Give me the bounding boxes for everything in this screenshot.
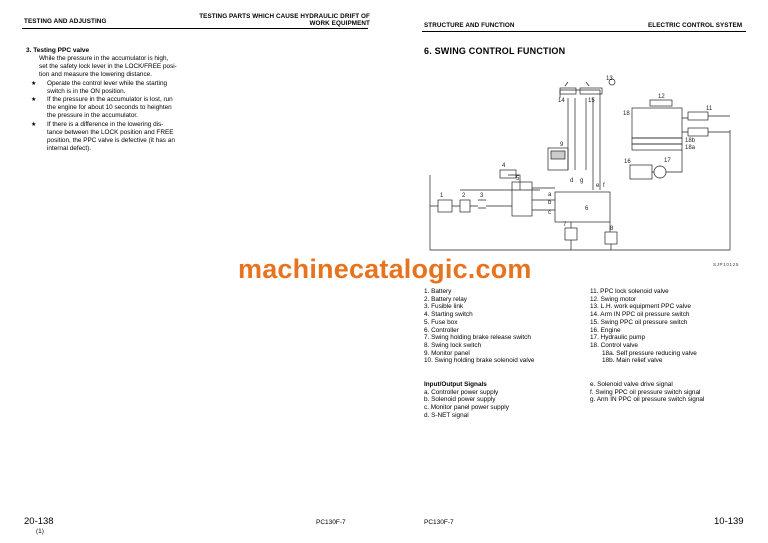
label-11: 11 [706,106,713,112]
right-header-left: STRUCTURE AND FUNCTION [424,22,515,29]
signal-d: d [570,178,574,184]
list-item: a. Controller power supply [424,388,499,396]
list-item: b. Solenoid power supply [424,396,496,404]
label-12: 12 [658,94,665,100]
label-4: 4 [502,163,506,169]
main-relief-valve-18b [632,138,682,144]
label-14: 14 [558,98,565,104]
list-item: 6. Controller [424,326,459,334]
brake-solenoid-10 [688,128,708,136]
watermark: machinecatalogic.com [238,254,532,284]
section-body: While the pressure in the accumulator is high, set the safety lock lever in the LOCK/FREE posi- tion and measure the lowering distance. ★ Operate the control lever while the starting switch is in the ON position. ★ If the pressure in the accumulator is lost, run the engine for about 10 seconds to heighten the pressure in the accumulator. ★ If there is a difference in the lowering dis- tance between the LOCK position and FREE position, the PPC valve is defective (it has an internal defect). [39,55,239,153]
list-item: 14. Arm IN PPC oil pressure switch [590,311,690,319]
battery-relay-2 [460,200,470,212]
signal-wires [568,98,600,190]
left-header-left: TESTING AND ADJUSTING [24,18,107,25]
list-item: f. Swing PPC oil pressure switch signal [590,388,701,396]
left-page-number: 20-138 [24,516,54,527]
list-item: 7. Swing holding brake release switch [424,334,531,342]
list-item: 4. Starting switch [424,311,473,319]
right-page-number: 10-139 [714,516,744,527]
figure-id: SJP10125 [713,262,739,267]
bullet-2: ★ If the pressure in the accumulator is lost, run the engine for about 10 seconds to heighten the pressure in the accumulator. [31,96,173,120]
label-18: 18 [623,111,630,117]
fuse-box-5 [512,182,532,216]
arrow-marks [565,82,589,86]
pressure-switch-15 [580,88,602,94]
list-item: 18. Control valve [590,341,638,349]
section-title: 3. Testing PPC valve [26,47,90,54]
parts-list-2 [590,288,697,365]
signal-f: f [603,183,605,189]
label-6: 6 [585,206,589,212]
left-header-rule [22,28,368,29]
brake-release-switch-7 [565,228,577,240]
list-item: 15. Swing PPC oil pressure switch [590,318,688,326]
label-1: 1 [440,193,444,199]
label-3: 3 [480,193,484,199]
label-9: 9 [560,142,564,148]
right-header-rule [422,31,746,32]
right-model: PC130F-7 [424,519,454,526]
label-15: 15 [588,98,595,104]
signal-c: c [548,210,551,216]
signal-a: a [548,192,552,198]
controller-6 [555,192,610,222]
label-7: 7 [563,222,567,228]
swing-lock-switch-8 [605,232,617,244]
list-item: 13. L.H. work equipment PPC valve [590,303,691,311]
label-2: 2 [462,193,466,199]
signal-b: b [548,200,552,206]
label-18a: 18a [685,145,696,151]
star-icon: ★ [31,97,37,104]
label-13: 13 [606,76,613,82]
io-heading: Input/Output Signals [424,381,487,388]
star-icon: ★ [31,80,37,87]
right-header-right: ELECTRIC CONTROL SYSTEM [648,22,743,29]
label-18b: 18b [685,138,696,144]
star-icon: ★ [31,121,37,128]
list-item: 18a. Self pressure reducing valve [602,349,697,357]
parts-list-1 [424,288,535,365]
list-item: 5. Fuse box [424,318,458,326]
pressure-switch-14 [560,88,576,94]
list-item: 17. Hydraulic pump [590,334,646,342]
list-item: 10. Swing holding brake solenoid valve [424,357,535,365]
battery-1 [438,200,452,212]
list-item: 12. Swing motor [590,295,637,303]
left-page-revision: (1) [36,528,44,535]
label-8: 8 [610,226,614,232]
list-item: 9. Monitor panel [424,349,470,357]
ppc-lock-solenoid-11 [688,112,708,120]
list-item: d. S-NET signal [424,411,469,419]
left-model: PC130F-7 [316,519,346,526]
label-5: 5 [516,176,520,182]
list-item: e. Solenoid valve drive signal [590,381,673,388]
list-item: 2. Battery relay [424,295,467,303]
hydraulic-lines [682,116,730,132]
list-item: 16. Engine [590,326,621,334]
control-valve-18 [632,108,682,138]
pressure-reducing-valve-18a [632,144,682,150]
list-item: 18b. Main relief valve [602,357,663,365]
list-item: 11. PPC lock solenoid valve [590,288,669,295]
fuse-wires [532,188,555,210]
starting-switch-4 [500,170,516,178]
io-list-2 [590,381,704,404]
bullet-3: ★ If there is a difference in the lowering dis- tance between the LOCK position and FREE position, the PPC valve is defective (it has an internal defect). [31,120,175,153]
label-17: 17 [664,158,671,164]
swing-motor-12 [650,100,672,106]
list-item: g. Arm IN PPC oil pressure switch signal [590,396,705,404]
hydraulic-pump-17 [654,166,666,178]
page-heading: 6. SWING CONTROL FUNCTION [424,46,566,56]
engine-16 [630,165,652,179]
fusible-link-3 [478,200,486,208]
io-list-1 [424,381,509,420]
left-header-right: TESTING PARTS WHICH CAUSE HYDRAULIC DRIFT OF WORK EQUIPMENT [199,13,370,27]
list-item: c. Monitor panel power supply [424,404,509,412]
signal-g: g [580,178,584,184]
label-16: 16 [624,159,631,165]
list-item: 8. Swing lock switch [424,341,482,349]
swing-control-circuit-diagram [420,70,750,265]
monitor-screen [551,151,565,159]
list-item: 3. Fusible link [424,303,464,311]
list-item: 1. Battery [424,288,452,295]
signal-e: e [596,183,600,189]
bullet-1: ★ Operate the control lever while the starting switch is in the ON position. [31,79,168,95]
